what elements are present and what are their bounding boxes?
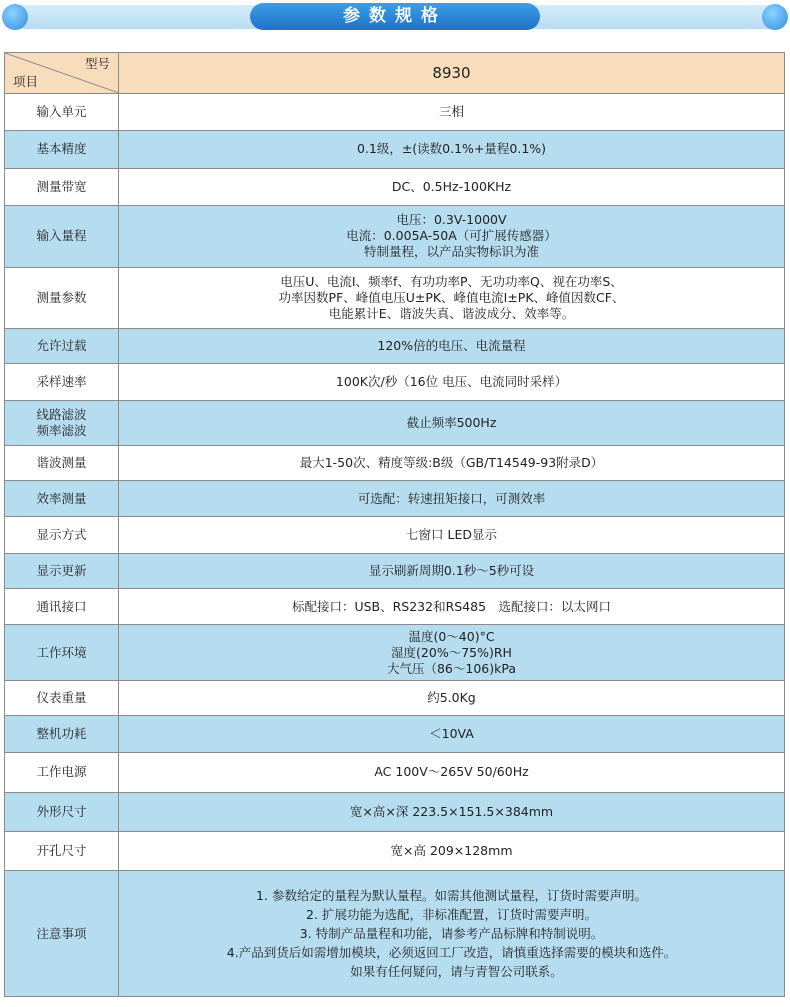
table-row <box>5 94 785 131</box>
row-value <box>119 625 785 681</box>
row-label: 测量参数 <box>5 267 119 329</box>
row-value <box>119 517 785 554</box>
row-label: 工作电源 <box>5 753 119 792</box>
table-row <box>5 792 785 831</box>
row-label <box>5 400 119 445</box>
row-value <box>119 131 785 168</box>
row-value-line: ＜10VA <box>429 726 474 742</box>
notes-content <box>119 871 785 997</box>
row-label: 通讯接口 <box>5 589 119 625</box>
corner-model-label: 型号 <box>84 56 110 71</box>
notes-row <box>5 871 785 997</box>
table-row <box>5 831 785 870</box>
table-header-row <box>5 53 785 94</box>
table-row <box>5 517 785 554</box>
table-row <box>5 681 785 716</box>
row-value-line: 三相 <box>438 104 464 120</box>
row-value-line: 最大1-50次、精度等级:B级（GB/T14549-93附录D） <box>299 455 604 471</box>
row-value <box>119 400 785 445</box>
row-value <box>119 681 785 716</box>
row-label: 输入量程 <box>5 205 119 267</box>
row-value-line: 100K次/秒（16位 电压、电流同时采样） <box>335 373 568 389</box>
row-value <box>119 94 785 131</box>
row-value-line: 可选配：转速扭矩接口，可测效率 <box>357 490 546 506</box>
row-value-line: 截止频率500Hz <box>406 414 497 430</box>
row-value-line: 七窗口 LED显示 <box>406 527 497 543</box>
row-value <box>119 716 785 753</box>
model-value: 8930 <box>432 63 471 82</box>
note-line: 2. 扩展功能为选配，非标准配置，订货时需要声明。 <box>306 907 597 922</box>
note-line: 3. 特制产品量程和功能，请参考产品标牌和特制说明。 <box>299 926 604 941</box>
note-line: 如果有任何疑问，请与青智公司联系。 <box>350 964 563 979</box>
row-label-line: 频率滤波 <box>36 422 87 438</box>
row-value <box>119 267 785 329</box>
row-value <box>119 792 785 831</box>
row-label: 谐波测量 <box>5 446 119 481</box>
row-value-line: 大气压（86～106)kPa <box>386 660 517 676</box>
row-value-line: 120%倍的电压、电流量程 <box>377 337 526 353</box>
model-cell <box>119 53 785 94</box>
row-label: 测量带宽 <box>5 168 119 205</box>
row-value-line: 电压U、电流I、频率f、有功功率P、无功功率Q、视在功率S、 <box>280 274 623 290</box>
row-value-line: 宽×高×深 223.5×151.5×384mm <box>349 803 554 819</box>
row-label: 外形尺寸 <box>5 792 119 831</box>
row-value-line: 标配接口：USB、RS232和RS485 选配接口：以太网口 <box>291 598 612 614</box>
corner-item-label: 项目 <box>13 74 39 90</box>
row-label: 显示方式 <box>5 517 119 554</box>
row-value-line: 电流：0.005A-50A（可扩展传感器） <box>346 228 557 244</box>
table-row <box>5 554 785 589</box>
row-label: 允许过载 <box>5 329 119 363</box>
spec-table <box>4 52 785 997</box>
row-value-line: 湿度(20%～75%)RH <box>391 644 512 660</box>
table-row <box>5 446 785 481</box>
row-value <box>119 831 785 870</box>
row-value-line: AC 100V～265V 50/60Hz <box>374 764 529 780</box>
row-value <box>119 168 785 205</box>
row-value-line: 宽×高 209×128mm <box>390 842 513 858</box>
note-line: 1. 参数给定的量程为默认量程。如需其他测试量程，订货时需要声明。 <box>256 888 647 903</box>
table-row <box>5 716 785 753</box>
table-row <box>5 131 785 168</box>
table-row <box>5 481 785 517</box>
header-left-cap <box>2 4 28 30</box>
page-title: 参数规格 <box>250 3 540 30</box>
row-label-line: 线路滤波 <box>36 406 87 422</box>
table-row <box>5 625 785 681</box>
row-value-line: 功率因数PF、峰值电压U±PK、峰值电流I±PK、峰值因数CF、 <box>278 290 625 306</box>
row-value-line: 特制量程，以产品实物标识为准 <box>363 244 539 260</box>
row-value <box>119 589 785 625</box>
row-label: 输入单元 <box>5 94 119 131</box>
row-value-line: 温度(0～40)°C <box>408 628 495 644</box>
table-row <box>5 329 785 363</box>
row-label: 开孔尺寸 <box>5 831 119 870</box>
row-value-line: 显示刷新周期0.1秒～5秒可设 <box>368 563 535 579</box>
row-value-line: 0.1级，±(读数0.1%+量程0.1%) <box>356 141 547 157</box>
row-label: 基本精度 <box>5 131 119 168</box>
row-value-line: DC、0.5Hz-100KHz <box>391 178 512 194</box>
header-right-cap <box>762 4 788 30</box>
notes-label: 注意事项 <box>5 871 119 997</box>
note-line: 4.产品到货后如需增加模块，必须返回工厂改造，请慎重选择需要的模块和选件。 <box>226 945 677 960</box>
row-value-line: 约5.0Kg <box>427 690 476 706</box>
table-row <box>5 363 785 400</box>
row-value <box>119 554 785 589</box>
row-value <box>119 753 785 792</box>
table-row <box>5 589 785 625</box>
corner-cell <box>5 53 119 94</box>
table-row <box>5 205 785 267</box>
row-label: 显示更新 <box>5 554 119 589</box>
table-row <box>5 267 785 329</box>
row-label: 采样速率 <box>5 363 119 400</box>
table-row <box>5 400 785 445</box>
row-value <box>119 363 785 400</box>
row-value <box>119 205 785 267</box>
row-label: 整机功耗 <box>5 716 119 753</box>
table-row <box>5 168 785 205</box>
row-value <box>119 446 785 481</box>
row-label: 工作环境 <box>5 625 119 681</box>
row-value-line: 电压：0.3V-1000V <box>396 212 507 228</box>
row-value <box>119 481 785 517</box>
table-row <box>5 753 785 792</box>
row-value-line: 电能累计E、谐波失真、谐波成分、效率等。 <box>328 306 575 322</box>
row-label: 仪表重量 <box>5 681 119 716</box>
row-label: 效率测量 <box>5 481 119 517</box>
row-value <box>119 329 785 363</box>
